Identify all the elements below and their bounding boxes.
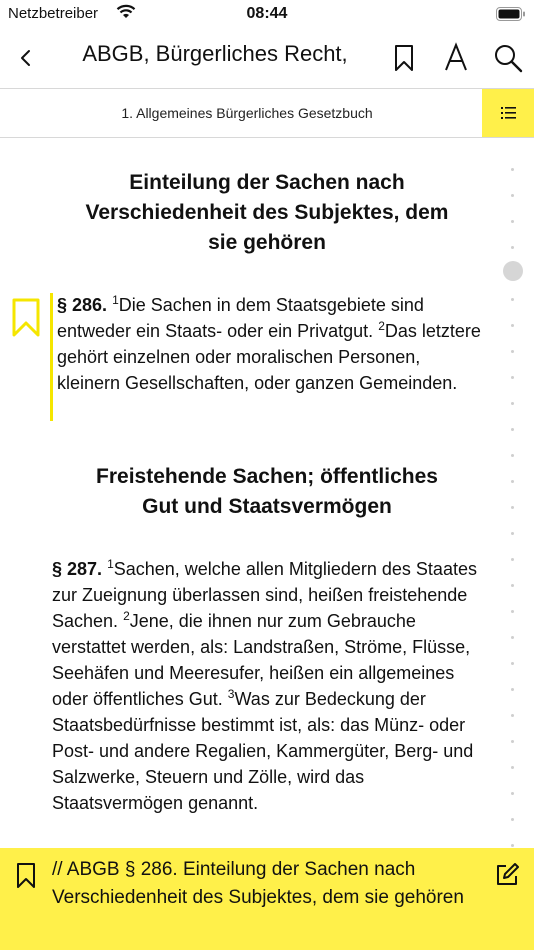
paragraph-number: § 287. [52,559,103,579]
carrier-label: Netzbetreiber [8,5,99,22]
list-icon [482,89,534,137]
law-text-content[interactable] [0,138,534,848]
paragraph-bookmark-icon[interactable] [12,298,40,338]
paragraph-number: § 286. [57,295,108,315]
edit-icon[interactable] [494,862,520,888]
table-of-contents-button[interactable] [482,89,534,137]
note-bar[interactable] [0,848,534,950]
search-icon[interactable] [492,42,524,74]
clock: 08:44 [246,5,288,22]
section-heading-2: Freistehende Sachen; öffentliches Gut und Staatsvermögen [96,465,438,518]
navigation-bar [0,28,534,88]
bookmark-highlight-bar [50,293,53,421]
back-chevron-icon[interactable] [12,42,40,74]
battery-icon [496,7,526,21]
paragraph-286[interactable]: § 286. $^1$Die Sachen in dem Staatsgebiete sind entweder ein Staats- oder ein Privatgut. $^2$Das letztere gehört einzelnen oder moralischen Personen, kleinern Gesellschaften, oder ganzen Gemeinden. [57,293,481,393]
breadcrumb-bar [0,88,534,138]
font-size-icon[interactable] [440,42,472,74]
breadcrumb[interactable]: 1. Allgemeines Bürgerliches Gesetzbuch [121,105,373,121]
scroll-thumb[interactable] [503,261,523,281]
paragraph-287[interactable]: § 287. $^1$Sachen, welche allen Mitgliedern des Staates zur Zueignung überlassen sind, heißen freistehende Sachen. $^2$Jene, die ihnen nur zum Gebrauche verstattet werden, als: Landstraßen, Ströme, Flüsse, Seehäfen und Meeresufer, heißen ein allgemeines oder öffentliches Gut. $^3$Was zur Bedeckung der Staatsbedürfnisse bestimmt ist, als: das Münz- oder Post- und andere Regalien, Kammergüter, Berg- und Salzwerke, Steuern und Zölle, wird das Staatsvermögen genannt. [52,557,477,813]
bookmark-icon[interactable] [388,42,420,74]
bookmark-icon[interactable] [14,862,38,890]
section-heading-1: Einteilung der Sachen nach Verschiedenheit des Subjektes, dem sie gehören [85,171,449,254]
note-text: // ABGB § 286. Einteilung der Sachen nach Verschiedenheit des Subjektes, dem sie gehören [52,859,464,908]
status-bar [0,0,534,28]
document-title: ABGB, Bürgerliches Recht, [82,41,348,66]
